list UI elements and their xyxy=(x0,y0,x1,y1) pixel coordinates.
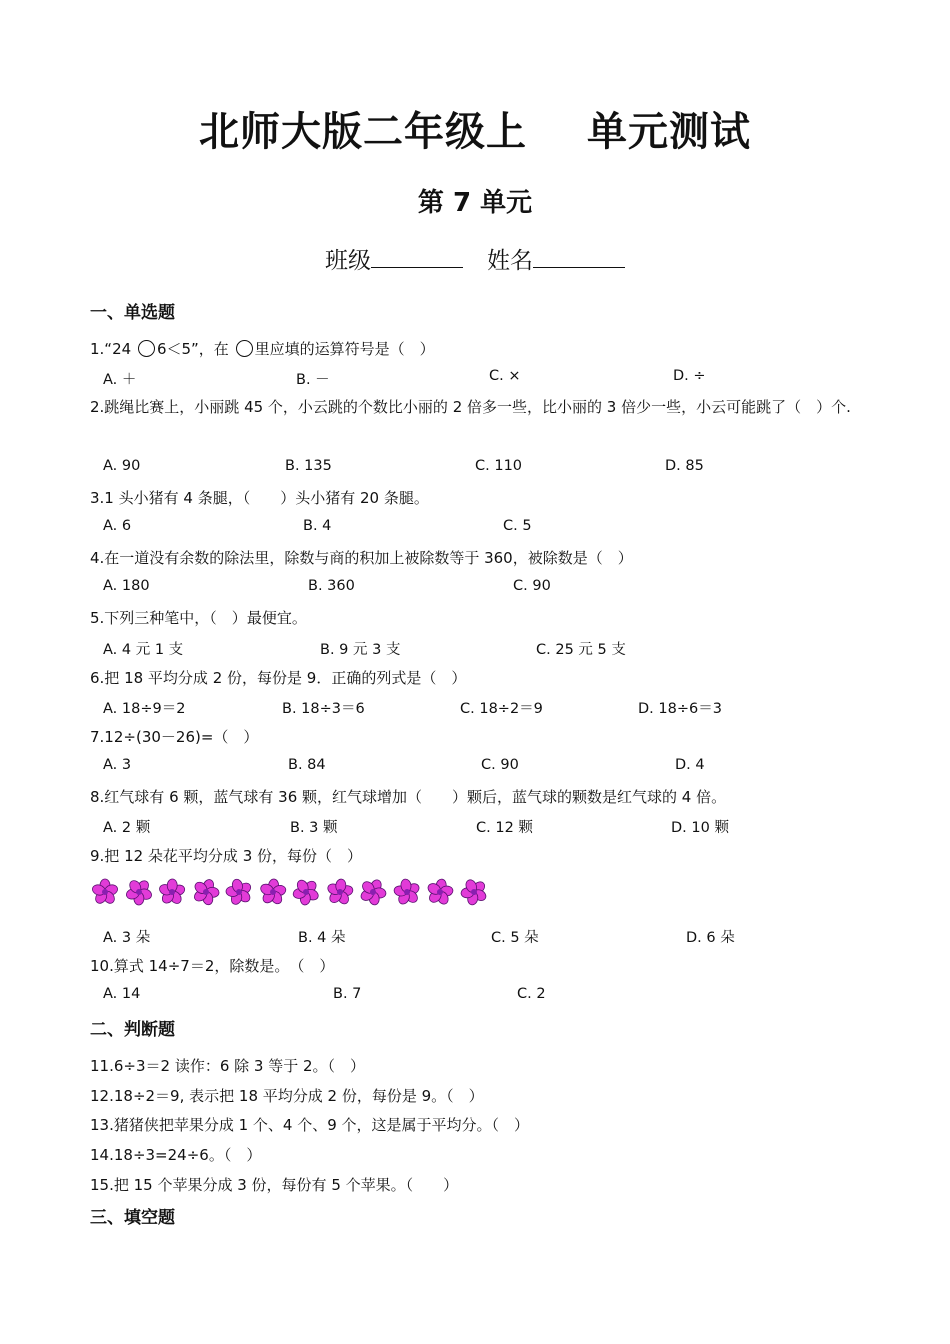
flower-icon xyxy=(325,877,355,907)
flower-icon xyxy=(392,877,422,907)
q9-option-b[interactable]: B. 4 朵 xyxy=(298,930,346,946)
section-single-choice: 一、单选题 xyxy=(90,303,175,323)
q5-option-c[interactable]: C. 25 元 5 支 xyxy=(536,642,626,658)
class-label: 班级 xyxy=(325,248,371,274)
q5-option-b[interactable]: B. 9 元 3 支 xyxy=(320,642,401,658)
question-14: 14.18÷3=24÷6。（ ） xyxy=(90,1146,262,1164)
flower-icon xyxy=(90,877,120,907)
q4-option-a[interactable]: A. 180 xyxy=(103,578,150,594)
q10-option-c[interactable]: C. 2 xyxy=(517,986,546,1002)
name-blank xyxy=(533,243,625,268)
q7-option-b[interactable]: B. 84 xyxy=(288,757,326,773)
flower-icon xyxy=(291,877,321,907)
q7-option-c[interactable]: C. 90 xyxy=(481,757,519,773)
q10-option-a[interactable]: A. 14 xyxy=(103,986,141,1002)
title-left: 北师大版二年级上 xyxy=(199,109,527,155)
question-5: 5.下列三种笔中，（ ）最便宜。 xyxy=(90,609,307,627)
q6-option-b[interactable]: B. 18÷3＝6 xyxy=(282,701,365,717)
question-13: 13.猪猪侠把苹果分成 1 个、4 个、9 个，这是属于平均分。（ ） xyxy=(90,1116,530,1134)
section-true-false: 二、判断题 xyxy=(90,1020,175,1040)
q6-option-a[interactable]: A. 18÷9＝2 xyxy=(103,701,186,717)
q3-option-c[interactable]: C. 5 xyxy=(503,518,532,534)
q8-option-c[interactable]: C. 12 颗 xyxy=(476,820,533,836)
q2-option-a[interactable]: A. 90 xyxy=(103,458,141,474)
question-11: 11.6÷3＝2 读作：6 除 3 等于 2。（ ） xyxy=(90,1057,366,1075)
flower-icon xyxy=(191,877,221,907)
question-8: 8.红气球有 6 颗，蓝气球有 36 颗，红气球增加（ ）颗后，蓝气球的颗数是红气球的 4 倍。 xyxy=(90,788,727,806)
question-12: 12.18÷2＝9, 表示把 18 平均分成 2 份，每份是 9。（ ） xyxy=(90,1087,484,1105)
q3-option-a[interactable]: A. 6 xyxy=(103,518,132,534)
q10-option-b[interactable]: B. 7 xyxy=(333,986,362,1002)
q9-option-a[interactable]: A. 3 朵 xyxy=(103,930,151,946)
q6-option-c[interactable]: C. 18÷2＝9 xyxy=(460,701,543,717)
q3-option-b[interactable]: B. 4 xyxy=(303,518,332,534)
q9-option-d[interactable]: D. 6 朵 xyxy=(686,930,735,946)
flower-icon xyxy=(459,877,489,907)
question-10: 10.算式 14÷7＝2，除数是。 （ ） xyxy=(90,957,335,975)
student-info-line xyxy=(0,242,950,275)
q1-text-a: 1.“24 xyxy=(90,340,132,358)
q9-option-c[interactable]: C. 5 朵 xyxy=(491,930,539,946)
operator-circle-icon xyxy=(236,340,253,357)
question-6: 6.把 18 平均分成 2 份，每份是 9．正确的列式是（ ） xyxy=(90,669,467,687)
q6-option-d[interactable]: D. 18÷6＝3 xyxy=(638,701,722,717)
flower-icon xyxy=(224,877,254,907)
flower-icon xyxy=(124,877,154,907)
flowers-figure xyxy=(90,877,490,909)
q2-option-d[interactable]: D. 85 xyxy=(665,458,704,474)
flower-icon xyxy=(157,877,187,907)
q1-option-a[interactable]: A. ＋ xyxy=(103,372,137,388)
q2-option-b[interactable]: B. 135 xyxy=(285,458,332,474)
question-9: 9.把 12 朵花平均分成 3 份，每份（ ） xyxy=(90,847,363,865)
q4-option-b[interactable]: B. 360 xyxy=(308,578,355,594)
flower-icon xyxy=(258,877,288,907)
q8-option-d[interactable]: D. 10 颗 xyxy=(671,820,729,836)
class-blank xyxy=(371,243,463,268)
operator-circle-icon xyxy=(138,340,155,357)
q1-option-d[interactable]: D. ÷ xyxy=(673,368,706,384)
q7-option-a[interactable]: A. 3 xyxy=(103,757,132,773)
section-fill-in: 三、填空题 xyxy=(90,1208,175,1228)
q8-option-a[interactable]: A. 2 颗 xyxy=(103,820,151,836)
q4-option-c[interactable]: C. 90 xyxy=(513,578,551,594)
question-2: 2.跳绳比赛上，小丽跳 45 个，小云跳的个数比小丽的 2 倍多一些，比小丽的 3 倍少一些，小云可能跳了（ ）个. xyxy=(90,398,851,416)
flower-icon xyxy=(425,877,455,907)
q1-text-c: 里应填的运算符号是（ ） xyxy=(254,340,435,358)
q5-option-a[interactable]: A. 4 元 1 支 xyxy=(103,642,184,658)
q7-option-d[interactable]: D. 4 xyxy=(675,757,705,773)
name-label: 姓名 xyxy=(487,248,533,274)
q1-option-c[interactable]: C. × xyxy=(489,368,521,384)
q1-option-b[interactable]: B. － xyxy=(296,372,330,388)
unit-subtitle: 第 7 单元 xyxy=(417,188,533,218)
title-right: 单元测试 xyxy=(587,109,751,155)
flower-icon xyxy=(358,877,388,907)
question-3: 3.1 头小猪有 4 条腿，（ ）头小猪有 20 条腿。 xyxy=(90,489,429,507)
question-15: 15.把 15 个苹果分成 3 份，每份有 5 个苹果。（ ） xyxy=(90,1176,459,1194)
page-title xyxy=(0,100,950,157)
question-4: 4.在一道没有余数的除法里，除数与商的积加上被除数等于 360，被除数是（ ） xyxy=(90,549,633,567)
q1-text-b: 6＜5”，在 xyxy=(156,340,229,358)
question-1 xyxy=(90,338,435,359)
q8-option-b[interactable]: B. 3 颗 xyxy=(290,820,338,836)
q2-option-c[interactable]: C. 110 xyxy=(475,458,523,474)
question-7: 7.12÷(30－26)=（ ） xyxy=(90,728,259,746)
